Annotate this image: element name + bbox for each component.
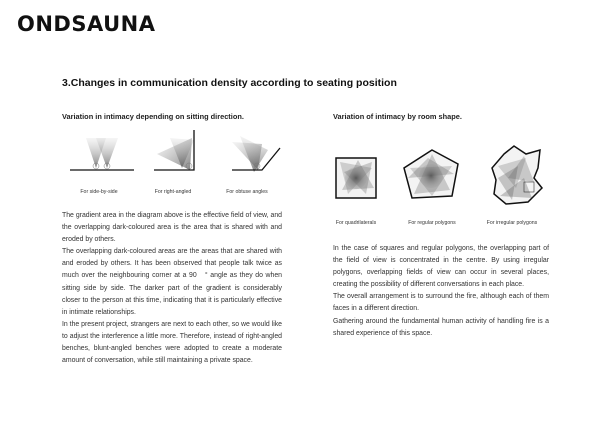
left-body-text [62,210,282,367]
brand-logo [17,9,155,39]
logo-text: ONDSAUNA [17,12,156,36]
left-paragraph-2: The overlapping dark-coloured areas are the areas that are shared with and eroded by others. It has been observed that people talk twice as much over the neighbouring corner at a 90 ° angle as they do when sitting side by side. The darker part of the gradient is considerably closer to the person at this time, indicating that it is particularly effective in intimate relationships. [62,248,282,316]
right-subtitle: Variation of intimacy by room shape. [333,112,462,121]
regular-polygon-diagram [404,150,458,198]
left-paragraph-3: In the present project, strangers are next to each other, so we would like to adjust the interference a little more. Therefore, instead of right-angled benches, blunt-angled benches were adopted to create a moderate amount of conversation, while still maintaining a private space. [62,320,282,365]
caption-obtuse-angles: For obtuse angles [226,189,268,195]
caption-regular-polygons: For regular polygons [408,220,456,226]
right-angled-diagram [154,130,194,170]
right-body-text [333,243,549,340]
room-shape-diagrams [328,138,558,214]
sitting-direction-diagrams [62,128,292,186]
quadrilateral-diagram [336,158,376,198]
caption-right-angled: For right-angled [154,189,192,195]
caption-irregular-polygons: For irregular polygons [486,220,538,226]
obtuse-angle-diagram [232,136,280,172]
left-subtitle: Variation in intimacy depending on sitting direction. [62,112,244,121]
right-paragraph-1: In the case of squares and regular polygons, the overlapping part of the field of view is concentrated in the centre. By using irregular polygons, overlapping fields of view can occur in several places, creating the possibility of different conversations in each place. [333,245,549,289]
right-paragraph-2: The overall arrangement is to surround the fire, although each of them faces in a different direction. [333,293,549,313]
irregular-polygon-diagram [492,146,542,204]
section-title: 3.Changes in communication density according to seating position [62,77,397,89]
left-paragraph-1: The gradient area in the diagram above is the effective field of view, and the overlapping dark-coloured area is the area that is shared with and eroded by others. [62,212,282,244]
caption-side-by-side: For side-by-side [80,189,118,195]
right-paragraph-3: Gathering around the fundamental human activity of handling fire is a shared experience of this space. [333,317,549,337]
caption-quadrilaterals: For quadrilaterals [335,220,377,226]
side-by-side-diagram [70,138,134,170]
